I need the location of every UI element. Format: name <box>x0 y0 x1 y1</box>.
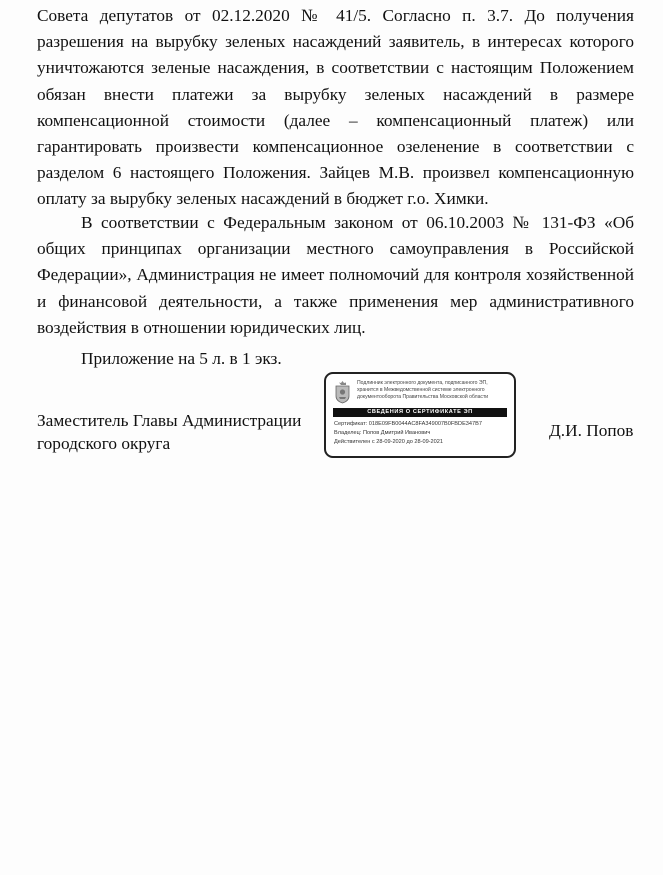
signatory-title-line: городского округа <box>37 434 171 453</box>
certificate-owner: Владелец: Попов Дмитрий Иванович <box>334 430 431 436</box>
text-line: разрешения на вырубку зеленых насаждений заявитель, в интересах которого <box>37 32 634 52</box>
certificate-validity: Действителен с 28-09-2020 до 28-09-2021 <box>334 439 443 445</box>
stamp-certificate-bar: СВЕДЕНИЯ О СЕРТИФИКАТЕ ЭП <box>333 408 507 417</box>
text-line: оплату за вырубку зеленых насаждений в бюджет г.о. Химки. <box>37 189 489 209</box>
e-signature-stamp <box>324 372 516 458</box>
text-line: Федерации», Администрация не имеет полномочий для контроля хозяйственной <box>37 265 634 285</box>
signatory-name: Д.И. Попов <box>549 421 634 440</box>
text-line: разделом 6 настоящего Положения. Зайцев М.В. произвел компенсационную <box>37 163 634 183</box>
signatory-title <box>37 409 301 455</box>
certificate-number: Сертификат: 018E09FB0044AC8FA349007B0FBDE347B7 <box>334 421 482 427</box>
text-line: компенсационной стоимости (далее – компенсационный платеж) или <box>37 110 634 130</box>
text-line: и финансовой деятельности, а также применения мер административного <box>37 291 634 311</box>
text-line: В соответствии с Федеральным законом от 06.10.2003 № 131-ФЗ «Об <box>81 213 634 232</box>
stamp-header <box>357 380 513 402</box>
coat-of-arms-icon <box>334 380 351 404</box>
text-line: обязан внести платежи за вырубку зеленых насаждений в размере <box>37 84 634 104</box>
paragraph-1 <box>37 3 634 213</box>
attachment-note: Приложение на 5 л. в 1 экз. <box>81 349 282 368</box>
paragraph-2 <box>37 210 634 341</box>
stamp-header-line: хранится в Межведомственной системе электронного <box>357 387 485 394</box>
stamp-header-line: Подлинник электронного документа, подписанного ЭП, <box>357 380 488 386</box>
text-line: общих принципах организации местного самоуправления в Российской <box>37 239 634 259</box>
text-line: уничтожаются зеленые насаждения, в соответствии с настоящим Положением <box>37 58 634 78</box>
stamp-header-line: документооборота Правительства Московской области <box>357 394 489 401</box>
signatory-title-line: Заместитель Главы Администрации <box>37 411 302 430</box>
text-line: гарантировать произвести компенсационное озеленение в соответствии с <box>37 136 634 156</box>
text-line: Совета депутатов от 02.12.2020 № 41/5. Согласно п. 3.7. До получения <box>37 6 634 25</box>
text-line: воздействия в отношении юридических лиц. <box>37 317 366 337</box>
